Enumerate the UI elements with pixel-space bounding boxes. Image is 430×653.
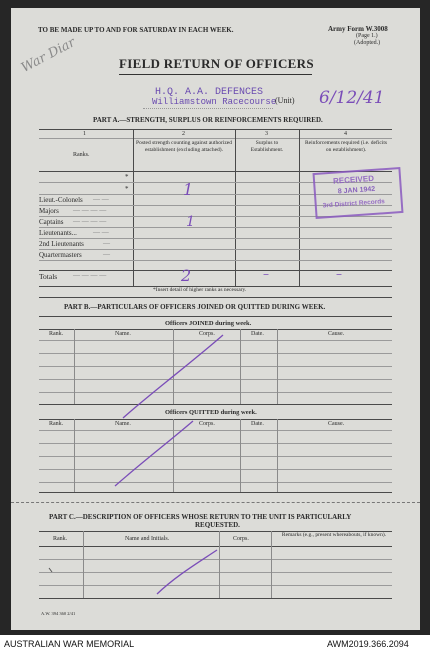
quitted-col-corps: Corps. [199, 421, 215, 427]
dash-leader: — — — — [73, 271, 107, 279]
col-number-2: 2 [182, 131, 185, 137]
quitted-col-date: Date. [251, 421, 264, 427]
rank-label-majors: Majors [39, 207, 59, 215]
instruction-text: TO BE MADE UP TO AND FOR SATURDAY IN EACH WEEK. [38, 26, 234, 34]
part-c-cancel-stroke [157, 550, 217, 594]
col-header-posted: Posted strength counting against authorized establishment (excluding attached). [136, 140, 232, 153]
quitted-cancel-stroke [115, 421, 193, 486]
caption-left: AUSTRALIAN WAR MEMORIAL [4, 639, 135, 649]
part-a-footnote: *Insert detail of higher ranks as necessary. [153, 287, 247, 293]
handwritten-date: 6/12/41 [319, 88, 385, 108]
caption-right: AWM2019.366.2094 [327, 639, 409, 649]
dash-leader: — — — — [73, 206, 107, 214]
col-number-3: 3 [265, 131, 268, 137]
dash-leader: — — [93, 195, 109, 203]
part-c-col-remarks: Remarks (e.g., present whereabouts, if known). [281, 532, 387, 538]
joined-col-corps: Corps. [199, 331, 215, 337]
joined-col-name: Name. [115, 331, 131, 337]
part-a-heading: PART A.—STRENGTH, SURPLUS OR REINFORCEMENTS REQUIRED. [93, 116, 323, 124]
page-note: (Page 1.) [356, 33, 378, 39]
unit-label: (Unit) [275, 96, 295, 105]
handwritten-strokes [11, 8, 420, 630]
joined-cancel-stroke [123, 335, 223, 418]
handwritten-captains-value: 1 [186, 214, 195, 230]
quitted-col-rank: Rank. [49, 421, 64, 427]
dash-leader: — [103, 250, 110, 258]
caption-bar [0, 636, 430, 653]
rank-label-2nd-lieutenants: 2nd Lieutenants [39, 240, 84, 248]
part-b-heading: PART B.—PARTICULARS OF OFFICERS JOINED OR QUITTED DURING WEEK. [64, 303, 326, 311]
unit-line-2: Williamstown Racecourse [152, 97, 277, 107]
joined-col-rank: Rank. [49, 331, 64, 337]
part-c-col-rank: Rank. [53, 536, 68, 542]
col-number-1: 1 [83, 131, 86, 137]
quitted-table-title: Officers QUITTED during week. [165, 409, 257, 416]
joined-col-date: Date. [251, 331, 264, 337]
stamp-line-3: 3rd District Records [322, 198, 386, 210]
form-number: Army Form W.3008 [328, 25, 388, 33]
dash-leader: — — [93, 228, 109, 236]
document-page [11, 8, 420, 630]
part-c-col-name: Name and Initials. [125, 536, 170, 542]
dash-leader: — — — — [73, 217, 107, 225]
col-header-surplus: Surplus to Establishment. [250, 140, 284, 153]
handwritten-total-posted: 2 [181, 266, 192, 285]
adopted-note: (Adopted.) [354, 40, 381, 46]
asterisk-marker: * [125, 173, 129, 181]
part-c-col-corps: Corps. [233, 536, 249, 542]
handwritten-total-reinforcements: – [336, 267, 342, 281]
part-c-heading-line-1: PART C.—DESCRIPTION OF OFFICERS WHOSE RETURN TO THE UNIT IS PARTICULARLY [49, 513, 352, 521]
rank-label-quartermasters: Quartermasters [39, 251, 82, 259]
printer-note: A.W. 394 360 2/41 [41, 611, 76, 616]
asterisk-marker: * [125, 185, 129, 193]
stamp-line-1: RECEIVED [332, 173, 375, 186]
col-header-ranks: Ranks. [73, 152, 90, 158]
handwritten-margin-note: War Diar [18, 35, 78, 76]
rank-label-lieutenants: Lieutenants... [39, 229, 77, 237]
part-c-tick-mark [49, 568, 52, 572]
quitted-col-name: Name. [115, 421, 131, 427]
rank-label-lieut-colonels: Lieut.-Colonels [39, 196, 83, 204]
joined-table-title: Officers JOINED during week. [165, 320, 252, 327]
totals-label: Totals [39, 272, 58, 281]
handwritten-lt-col-value: 1 [183, 180, 194, 199]
part-c-heading-line-2: REQUESTED. [195, 521, 240, 529]
stamp-line-2: 8 JAN 1942 [337, 185, 376, 196]
quitted-col-cause: Cause. [328, 421, 345, 427]
page-title: FIELD RETURN OF OFFICERS [119, 56, 314, 71]
rank-label-captains: Captains [39, 218, 64, 226]
col-header-reinforcements: Reinforcements required (i.e. deficits on establishment). [304, 140, 387, 153]
handwritten-total-surplus: – [263, 267, 269, 281]
joined-col-cause: Cause. [328, 331, 345, 337]
dash-leader: — [103, 239, 110, 247]
col-number-4: 4 [344, 131, 347, 137]
unit-line-1: H.Q. A.A. DEFENCES [155, 87, 264, 98]
